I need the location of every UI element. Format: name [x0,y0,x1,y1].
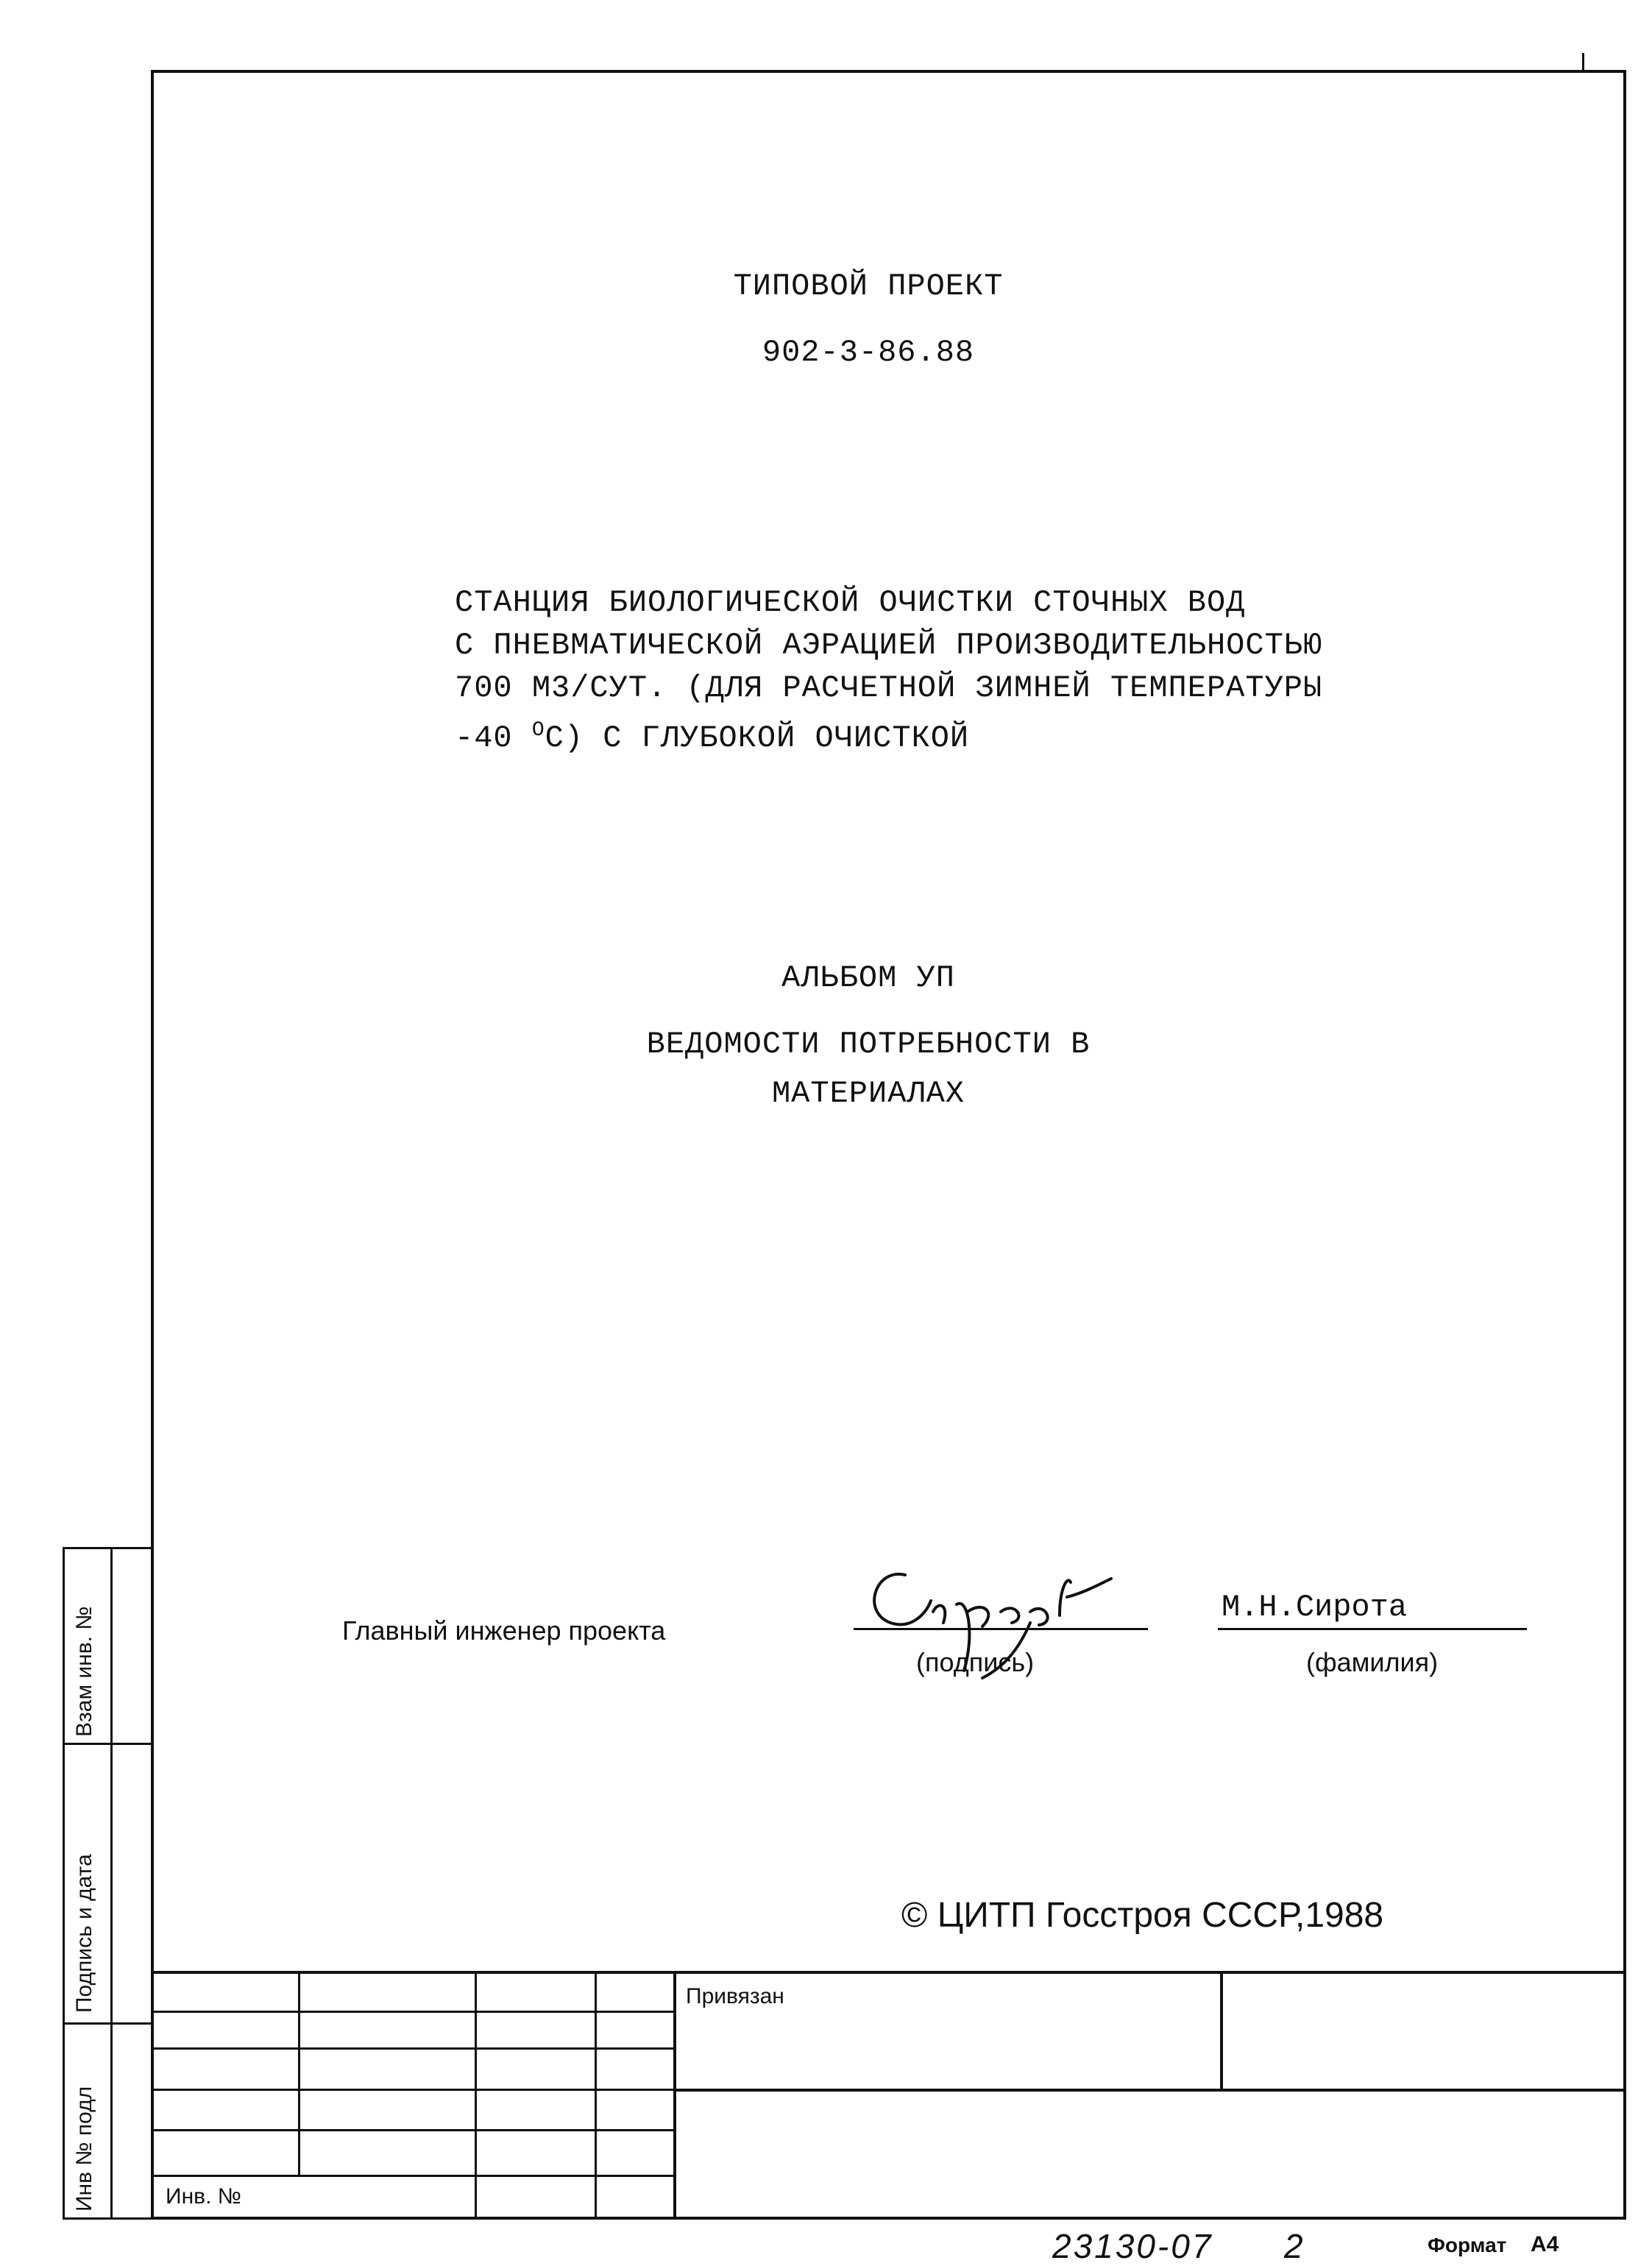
grid-col-2 [475,1971,477,2217]
frame-bottom [151,2217,1626,2220]
description-line-4-suffix: С) С ГЛУБОКОЙ ОЧИСТКОЙ [545,720,970,756]
project-number: 902-3-86.88 [762,335,975,370]
name-caption: (фамилия) [1306,1647,1439,1677]
margin-bottom [63,2217,152,2220]
sheet-code: 23130-07 [1052,2227,1213,2265]
album-name: АЛЬБОМ УП [781,960,955,996]
margin-inner [110,1547,113,2220]
stamp-mid-line [673,2089,1626,2092]
privyazan-label: Привязан [686,1984,784,2008]
grid-row-1 [151,2011,675,2013]
sheet-number: 2 [1284,2227,1303,2265]
stamp-top-line [151,1971,1626,1974]
description-line-4-prefix: -40 [455,720,532,756]
format-label: Формат [1428,2234,1507,2256]
margin-outer-left [63,1547,65,2220]
grid-row-2 [151,2047,675,2050]
frame-corner-tick [1582,53,1584,71]
grid-col-1 [298,1971,300,2177]
copyright-text: ЦИТП Госстроя СССР,1988 [937,1896,1384,1935]
inv-no-label: Инв. № [166,2184,241,2209]
stamp-col-privyazan-left [673,1971,676,2220]
copyright-line [901,1895,1383,1936]
margin-label-podpis-data: Подпись и дата [72,1854,96,2013]
project-type-label: ТИПОВОЙ ПРОЕКТ [733,269,1004,304]
stamp-col-privyazan-right [1220,1971,1223,2090]
grid-col-3 [595,1971,597,2217]
frame-left [151,70,154,2219]
engineer-name: М.Н.Сирота [1222,1590,1408,1625]
name-underline [1218,1628,1527,1630]
margin-row-2 [63,2022,152,2025]
margin-label-inv-podl: Инв № подл [72,2086,96,2212]
album-title-line-1: ВЕДОМОСТИ ПОТРЕБНОСТИ В [646,1027,1091,1062]
margin-row-1 [63,1743,152,1745]
grid-row-3 [151,2089,675,2091]
grid-row-4 [151,2129,675,2131]
degree-sign: О [531,719,545,742]
copyright-symbol: © [901,1896,928,1935]
description-line-3: 700 М3/СУТ. (ДЛЯ РАСЧЕТНОЙ ЗИМНЕЙ ТЕМПЕРАТУРЫ [455,670,1323,706]
description-line-2: С ПНЕВМАТИЧЕСКОЙ АЭРАЦИЕЙ ПРОИЗВОДИТЕЛЬНОСТЬЮ [455,628,1323,663]
signature-underline [854,1628,1148,1630]
frame-top [151,70,1626,73]
margin-label-vzam-inv: Взам инв. № [72,1606,96,1737]
frame-right [1623,70,1626,2219]
format-value: А4 [1531,2232,1559,2256]
description-line-4 [455,709,1322,760]
margin-top [63,1547,152,1549]
description-line-1: СТАНЦИЯ БИОЛОГИЧЕСКОЙ ОЧИСТКИ СТОЧНЫХ ВОД [455,585,1246,620]
project-description [455,581,1322,760]
signature-caption: (подпись) [916,1647,1035,1677]
grid-row-5 [151,2175,675,2177]
chief-engineer-label: Главный инженер проекта [342,1615,666,1646]
album-title-line-2: МАТЕРИАЛАХ [771,1076,965,1111]
